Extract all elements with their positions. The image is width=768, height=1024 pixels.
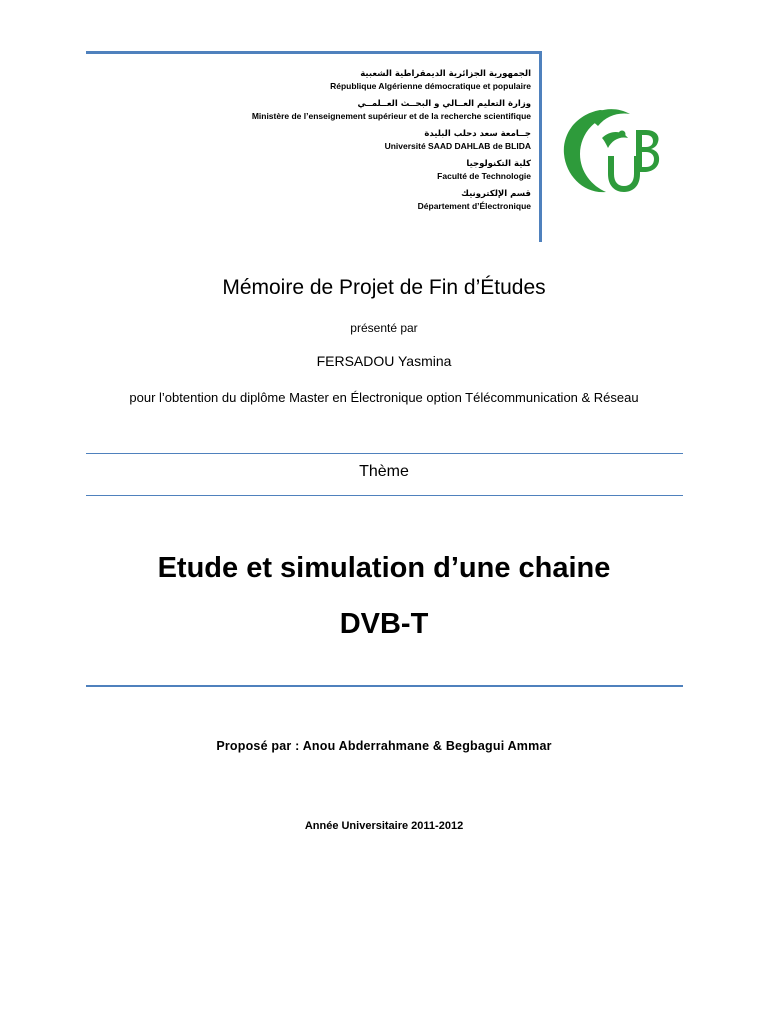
header-arabic-faculty: كلية التكنولوجيا [466, 159, 531, 169]
header-french-university: Université SAAD DAHLAB de BLIDA [384, 141, 531, 151]
header-line-department [91, 188, 531, 212]
thesis-title-line1: Etude et simulation d’une chaine [157, 552, 611, 584]
header-arabic-university: جــامعة سعد دحلب البليدة [424, 129, 531, 139]
header-line-faculty [91, 158, 531, 182]
header-arabic-ministry: وزارة التعليم العــالي و البحــث العــلمــي [357, 99, 531, 109]
obtention-line: pour l’obtention du diplôme Master en Électronique option Télécommunication & Réseau [129, 390, 639, 405]
university-logo-icon [558, 104, 670, 198]
theme-bottom-rule [86, 495, 683, 496]
header-line-republic [91, 68, 531, 92]
presente-par-label: présenté par [350, 321, 418, 335]
proposed-by: Proposé par : Anou Abderrahmane & Begbagui Ammar [216, 739, 552, 753]
theme-label: Thème [359, 463, 409, 480]
header-french-ministry: Ministère de l’enseignement supérieur et de la recherche scientifique [251, 111, 531, 121]
header-arabic-republic: الجمهورية الجزائرية الديمقراطية الشعبية [360, 69, 531, 79]
theme-top-rule [86, 453, 683, 454]
header-french-republic: République Algérienne démocratique et populaire [330, 81, 531, 91]
header-frame [86, 51, 542, 242]
header-line-ministry [91, 98, 531, 122]
header-arabic-department: قسم الإلكترونيك [461, 189, 531, 199]
institution-header [91, 68, 531, 218]
author-name: FERSADOU Yasmina [316, 353, 452, 369]
header-line-university [91, 128, 531, 152]
memoire-title: Mémoire de Projet de Fin d’Études [222, 276, 546, 299]
academic-year: Année Universitaire 2011-2012 [304, 820, 464, 832]
header-french-faculty: Faculté de Technologie [437, 171, 531, 181]
thesis-title-line2: DVB-T [339, 608, 429, 640]
header-french-department: Département d’Électronique [417, 201, 531, 211]
title-bottom-rule [86, 685, 683, 687]
thesis-title [0, 540, 768, 652]
